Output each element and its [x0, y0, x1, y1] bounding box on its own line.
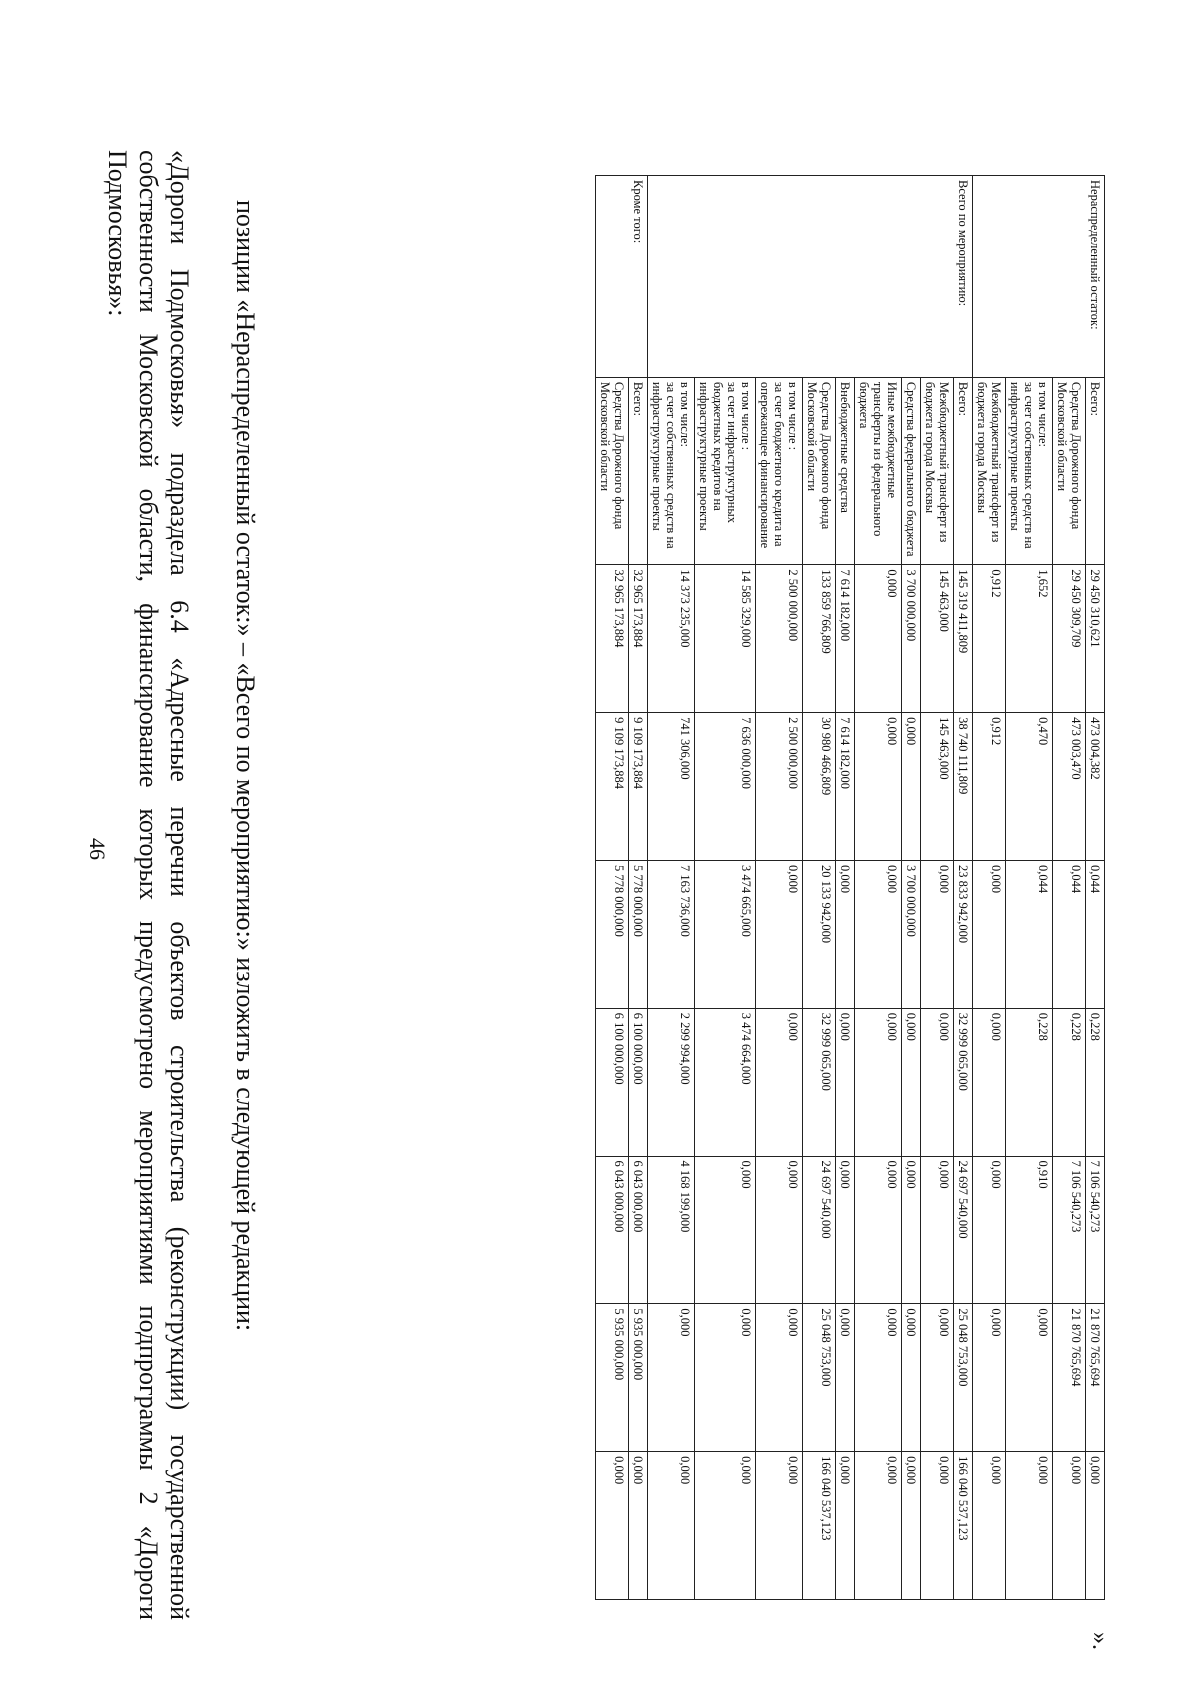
value-cell: 0,000 — [855, 713, 902, 861]
value-cell: 23 833 942,000 — [954, 860, 973, 1008]
value-cell: 9 109 173,884 — [629, 713, 648, 861]
value-cell: 7 106 540,273 — [1053, 1156, 1086, 1304]
value-cell: 0,000 — [1053, 1452, 1086, 1600]
row-label: Иные межбюджетные трансферты из федерального бюджета — [855, 377, 902, 565]
table-row — [629, 176, 648, 1600]
table-row — [855, 176, 902, 1600]
table-row — [973, 176, 1006, 1600]
value-cell: 7 636 000,000 — [695, 713, 756, 861]
value-cell: 3 700 000,000 — [902, 860, 921, 1008]
value-cell: 25 048 753,000 — [954, 1304, 973, 1452]
table-row — [756, 176, 803, 1600]
value-cell: 32 999 065,000 — [803, 1008, 836, 1156]
value-cell: 38 740 111,809 — [954, 713, 973, 861]
value-cell: 5 935 000,000 — [629, 1304, 648, 1452]
value-cell: 0,000 — [855, 860, 902, 1008]
value-cell: 0,000 — [973, 1452, 1006, 1600]
value-cell: 473 004,382 — [1086, 713, 1105, 861]
intro-line-2: собственности Московской области, финансирование которых предусмотрено мероприятиями подпрограммы 2 «Дороги — [134, 150, 163, 1620]
value-cell: 0,000 — [921, 1156, 954, 1304]
row-label: в том числе: за счет собственных средств на инфраструктурные проекты — [648, 377, 695, 565]
value-cell: 0,000 — [756, 1156, 803, 1304]
value-cell: 0,000 — [902, 1304, 921, 1452]
value-cell: 0,000 — [836, 860, 855, 1008]
value-cell: 0,000 — [756, 860, 803, 1008]
value-cell: 2 299 994,000 — [648, 1008, 695, 1156]
value-cell: 21 870 765,694 — [1086, 1304, 1105, 1452]
value-cell: 0,000 — [921, 1008, 954, 1156]
value-cell: 0,000 — [855, 1452, 902, 1600]
intro-line-3: Подмосковья»: — [103, 150, 132, 317]
value-cell: 0,000 — [629, 1452, 648, 1600]
row-label: Внебюджетные средства — [836, 377, 855, 565]
value-cell: 3 474 665,000 — [695, 860, 756, 1008]
value-cell: 29 450 309,709 — [1053, 565, 1086, 713]
value-cell: 0,000 — [648, 1304, 695, 1452]
row-group-label: Нераспределенный остаток: — [973, 176, 1105, 378]
value-cell: 24 697 540,000 — [803, 1156, 836, 1304]
table-row — [1006, 176, 1053, 1600]
value-cell: 166 040 537,123 — [803, 1452, 836, 1600]
value-cell: 29 450 310,621 — [1086, 565, 1105, 713]
value-cell: 0,912 — [973, 565, 1006, 713]
value-cell: 5 778 000,000 — [629, 860, 648, 1008]
value-cell: 0,228 — [1053, 1008, 1086, 1156]
row-label: Средства Дорожного фонда Московской области — [1053, 377, 1086, 565]
intro-paragraph — [102, 150, 195, 1620]
value-cell: 14 585 329,000 — [695, 565, 756, 713]
value-cell: 4 168 199,000 — [648, 1156, 695, 1304]
value-cell: 0,228 — [1086, 1008, 1105, 1156]
value-cell: 0,910 — [1006, 1156, 1053, 1304]
value-cell: 0,000 — [695, 1304, 756, 1452]
value-cell: 0,470 — [1006, 713, 1053, 861]
value-cell: 741 306,000 — [648, 713, 695, 861]
value-cell: 0,000 — [1006, 1452, 1053, 1600]
value-cell: 32 999 065,000 — [954, 1008, 973, 1156]
value-cell: 14 373 235,000 — [648, 565, 695, 713]
table-row — [836, 176, 855, 1600]
row-label: Межбюджетный трансферт из бюджета города Москвы — [921, 377, 954, 565]
value-cell: 21 870 765,694 — [1053, 1304, 1086, 1452]
table-row — [902, 176, 921, 1600]
value-cell: 0,000 — [902, 1008, 921, 1156]
value-cell: 0,000 — [756, 1008, 803, 1156]
row-label: Средства федерального бюджета — [902, 377, 921, 565]
row-label: Средства Дорожного фонда Московской области — [803, 377, 836, 565]
row-label: Всего: — [629, 377, 648, 565]
table-row — [1086, 176, 1105, 1600]
value-cell: 0,000 — [973, 1008, 1006, 1156]
value-cell: 6 100 000,000 — [629, 1008, 648, 1156]
value-cell: 0,000 — [855, 1156, 902, 1304]
value-cell: 6 043 000,000 — [596, 1156, 629, 1304]
value-cell: 7 614 182,000 — [836, 565, 855, 713]
value-cell: 0,000 — [855, 1304, 902, 1452]
table-row — [648, 176, 695, 1600]
positions-text: позиции «Нераспределенный остаток:» – «Всего по мероприятию:» изложить в следующей редакции: — [231, 200, 260, 1332]
value-cell: 0,000 — [1006, 1304, 1053, 1452]
value-cell: 6 100 000,000 — [596, 1008, 629, 1156]
value-cell: 1,652 — [1006, 565, 1053, 713]
row-label: в том числе: за счет собственных средств на инфраструктурные проекты — [1006, 377, 1053, 565]
value-cell: 2 500 000,000 — [756, 713, 803, 861]
table-row — [803, 176, 836, 1600]
value-cell: 0,000 — [836, 1452, 855, 1600]
value-cell: 7 614 182,000 — [836, 713, 855, 861]
value-cell: 0,000 — [855, 565, 902, 713]
value-cell: 3 474 664,000 — [695, 1008, 756, 1156]
funding-table — [595, 175, 1105, 1600]
value-cell: 7 106 540,273 — [1086, 1156, 1105, 1304]
page-number: 46 — [85, 838, 110, 860]
row-label: Всего: — [954, 377, 973, 565]
value-cell: 0,000 — [1086, 1452, 1105, 1600]
table-row — [921, 176, 954, 1600]
value-cell: 0,000 — [921, 860, 954, 1008]
value-cell: 0,000 — [902, 1156, 921, 1304]
value-cell: 133 859 766,809 — [803, 565, 836, 713]
row-label: Всего: — [1086, 377, 1105, 565]
value-cell: 0,000 — [695, 1452, 756, 1600]
value-cell: 0,044 — [1053, 860, 1086, 1008]
value-cell: 30 980 466,809 — [803, 713, 836, 861]
value-cell: 0,000 — [921, 1452, 954, 1600]
row-label: Средства Дорожного фонда Московской области — [596, 377, 629, 565]
value-cell: 2 500 000,000 — [756, 565, 803, 713]
value-cell: 0,228 — [1006, 1008, 1053, 1156]
value-cell: 0,000 — [902, 1452, 921, 1600]
value-cell: 0,000 — [973, 1304, 1006, 1452]
value-cell: 0,044 — [1006, 860, 1053, 1008]
value-cell: 0,000 — [836, 1304, 855, 1452]
value-cell: 473 003,470 — [1053, 713, 1086, 861]
value-cell: 5 935 000,000 — [596, 1304, 629, 1452]
value-cell: 145 319 411,809 — [954, 565, 973, 713]
intro-line-1: «Дороги Подмосковья» подраздела 6.4 «Адресные перечни объектов строительства (реконструкции) государственной — [165, 150, 194, 1620]
table-row — [1053, 176, 1086, 1600]
value-cell: 166 040 537,123 — [954, 1452, 973, 1600]
value-cell: 0,000 — [648, 1452, 695, 1600]
table-row — [695, 176, 756, 1600]
value-cell: 0,000 — [756, 1452, 803, 1600]
value-cell: 0,000 — [973, 860, 1006, 1008]
value-cell: 0,000 — [921, 1304, 954, 1452]
value-cell: 24 697 540,000 — [954, 1156, 973, 1304]
value-cell: 3 700 000,000 — [902, 565, 921, 713]
value-cell: 25 048 753,000 — [803, 1304, 836, 1452]
value-cell: 0,044 — [1086, 860, 1105, 1008]
value-cell: 0,000 — [756, 1304, 803, 1452]
value-cell: 32 965 173,884 — [629, 565, 648, 713]
value-cell: 0,000 — [836, 1156, 855, 1304]
row-label: в том числе : за счет бюджетного кредита на опережающее финансирование — [756, 377, 803, 565]
row-group-label: Кроме того: — [596, 176, 648, 378]
value-cell: 145 463,000 — [921, 713, 954, 861]
value-cell: 0,000 — [695, 1156, 756, 1304]
value-cell: 0,000 — [836, 1008, 855, 1156]
row-label: в том числе : за счет инфраструктурных бюджетных кредитов на инфраструктурные проекты — [695, 377, 756, 565]
row-label: Межбюджетный трансферт из бюджета города Москвы — [973, 377, 1006, 565]
value-cell: 6 043 000,000 — [629, 1156, 648, 1304]
value-cell: 32 965 173,884 — [596, 565, 629, 713]
table-row — [596, 176, 629, 1600]
table-row — [954, 176, 973, 1600]
value-cell: 5 778 000,000 — [596, 860, 629, 1008]
value-cell: 0,912 — [973, 713, 1006, 861]
value-cell: 0,000 — [973, 1156, 1006, 1304]
value-cell: 0,000 — [855, 1008, 902, 1156]
value-cell: 7 163 736,000 — [648, 860, 695, 1008]
value-cell: 20 133 942,000 — [803, 860, 836, 1008]
value-cell: 0,000 — [902, 713, 921, 861]
value-cell: 0,000 — [596, 1452, 629, 1600]
closing-mark: ». — [1087, 1632, 1113, 1650]
value-cell: 145 463,000 — [921, 565, 954, 713]
value-cell: 9 109 173,884 — [596, 713, 629, 861]
row-group-label: Всего по мероприятию: — [648, 176, 973, 378]
